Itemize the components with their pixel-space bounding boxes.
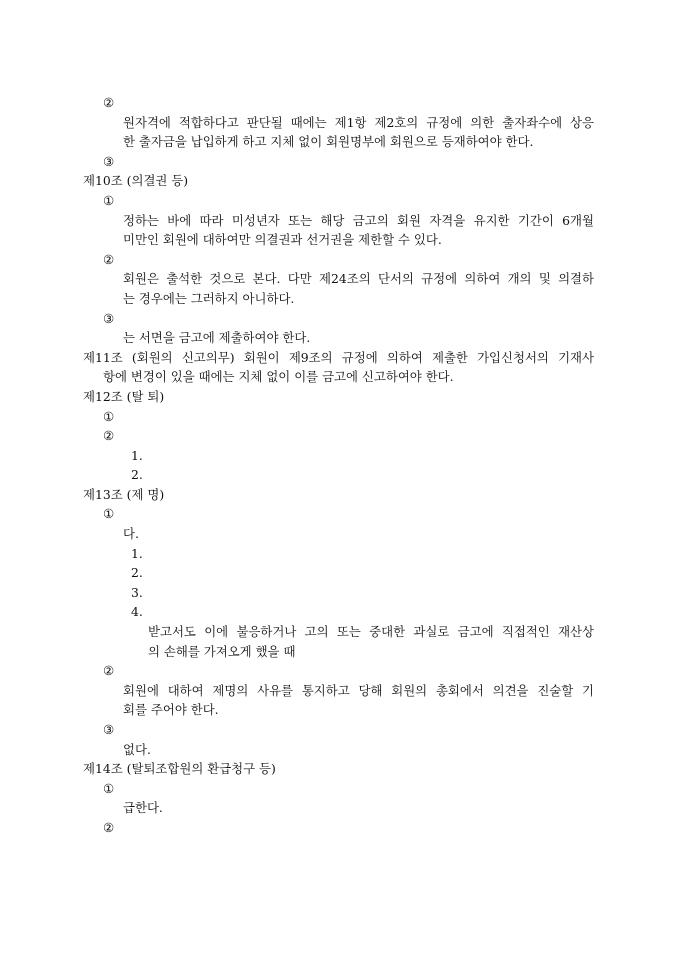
text-line [0, 328, 594, 348]
text-line [0, 387, 594, 407]
text-line [0, 446, 594, 466]
line-text: 제14조 (탈퇴조합원의 환급청구 등) [83, 761, 276, 777]
text-line [0, 367, 594, 387]
item-number: ② [103, 95, 115, 110]
line-text: 정하는 바에 따라 미성년자 또는 해당 금고의 회원 자격을 유지한 기간이 6개월 [123, 212, 594, 228]
line-text: 제13조 (제 명) [83, 486, 165, 502]
text-line [0, 661, 594, 681]
text-line [0, 720, 594, 740]
item-number: ② [103, 251, 115, 267]
text-line [0, 171, 594, 191]
text-line [0, 818, 594, 838]
item-number: ① [103, 192, 115, 208]
text-line [0, 700, 594, 720]
text-line [0, 504, 594, 524]
line-text: 회원은 출석한 것으로 본다. 다만 제24조의 단서의 규정에 의하여 개의 및 의결하 [123, 271, 594, 287]
text-line [0, 426, 594, 446]
line-text: 회를 주어야 한다. [123, 702, 219, 718]
text-line [0, 798, 594, 818]
item-number: ② [103, 663, 115, 679]
line-text: 원자격에 적합하다고 판단될 때에는 제1항 제2호의 규정에 의한 출자좌수에 상응 [123, 114, 594, 130]
text-line [0, 407, 594, 427]
text-line [0, 250, 594, 270]
line-text: 의 손해를 가져오게 했을 때 [148, 643, 296, 659]
text-line [0, 622, 594, 642]
line-text: 회원에 대하여 제명의 사유를 통지하고 당해 회원의 총회에서 의견을 진술할 기 [123, 682, 594, 698]
item-number: ① [103, 408, 115, 424]
item-number: ② [103, 819, 115, 835]
item-number: ② [103, 428, 115, 444]
line-text: 항에 변경이 있을 때에는 지체 없이 이를 금고에 신고하여야 한다. [103, 369, 454, 385]
line-text: 제12조 (탈 퇴) [83, 388, 165, 404]
text-line [0, 779, 594, 799]
text-line [0, 191, 594, 211]
text-line [0, 740, 594, 760]
item-number: ① [103, 506, 115, 522]
text-line [0, 93, 594, 113]
item-number: 2. [131, 467, 143, 483]
line-text: 한 출자금을 납입하게 하고 지체 없이 회원명부에 회원으로 등재하여야 한다. [123, 134, 534, 150]
text-line [0, 113, 594, 133]
text-line [0, 563, 594, 583]
text-line [0, 642, 594, 662]
item-number: ③ [103, 153, 115, 169]
text-line [0, 211, 594, 231]
item-number: 1. [131, 545, 143, 561]
text-line [0, 602, 594, 622]
line-text: 급한다. [123, 800, 163, 816]
text-line [0, 152, 594, 172]
text-line [0, 230, 594, 250]
text-line [0, 289, 594, 309]
text-line [0, 309, 594, 329]
item-number: 2. [131, 565, 143, 581]
item-number: ③ [103, 722, 115, 737]
line-text: 는 서면을 금고에 제출하여야 한다. [123, 330, 311, 346]
text-line [0, 269, 594, 289]
line-text: 미만인 회원에 대하여만 의결권과 선거권을 제한할 수 있다. [123, 232, 442, 248]
item-number: 3. [131, 584, 143, 600]
text-line [0, 681, 594, 701]
line-text: 받고서도 이에 불응하거나 고의 또는 중대한 과실로 금고에 직접적인 재산상 [148, 624, 594, 640]
line-text: 는 경우에는 그러하지 아니하다. [123, 290, 295, 306]
text-line [0, 485, 594, 505]
item-number: 1. [131, 447, 143, 463]
line-text: 제11조 (회원의 신고의무) 회원이 제9조의 규정에 의하여 제출한 가입신청서의 기재사 [83, 349, 594, 365]
line-text: 제10조 (의결권 등) [83, 173, 189, 189]
text-line [0, 524, 594, 544]
text-line [0, 132, 594, 152]
articles-of-association-text [0, 93, 680, 838]
item-number: 4. [131, 604, 143, 620]
text-line [0, 544, 594, 564]
text-line [0, 465, 594, 485]
text-line [0, 583, 594, 603]
item-number: ③ [103, 310, 115, 326]
line-text: 없다. [123, 741, 151, 757]
text-line [0, 348, 594, 368]
line-text: 다. [123, 526, 139, 542]
text-line [0, 759, 594, 779]
item-number: ① [103, 780, 115, 796]
